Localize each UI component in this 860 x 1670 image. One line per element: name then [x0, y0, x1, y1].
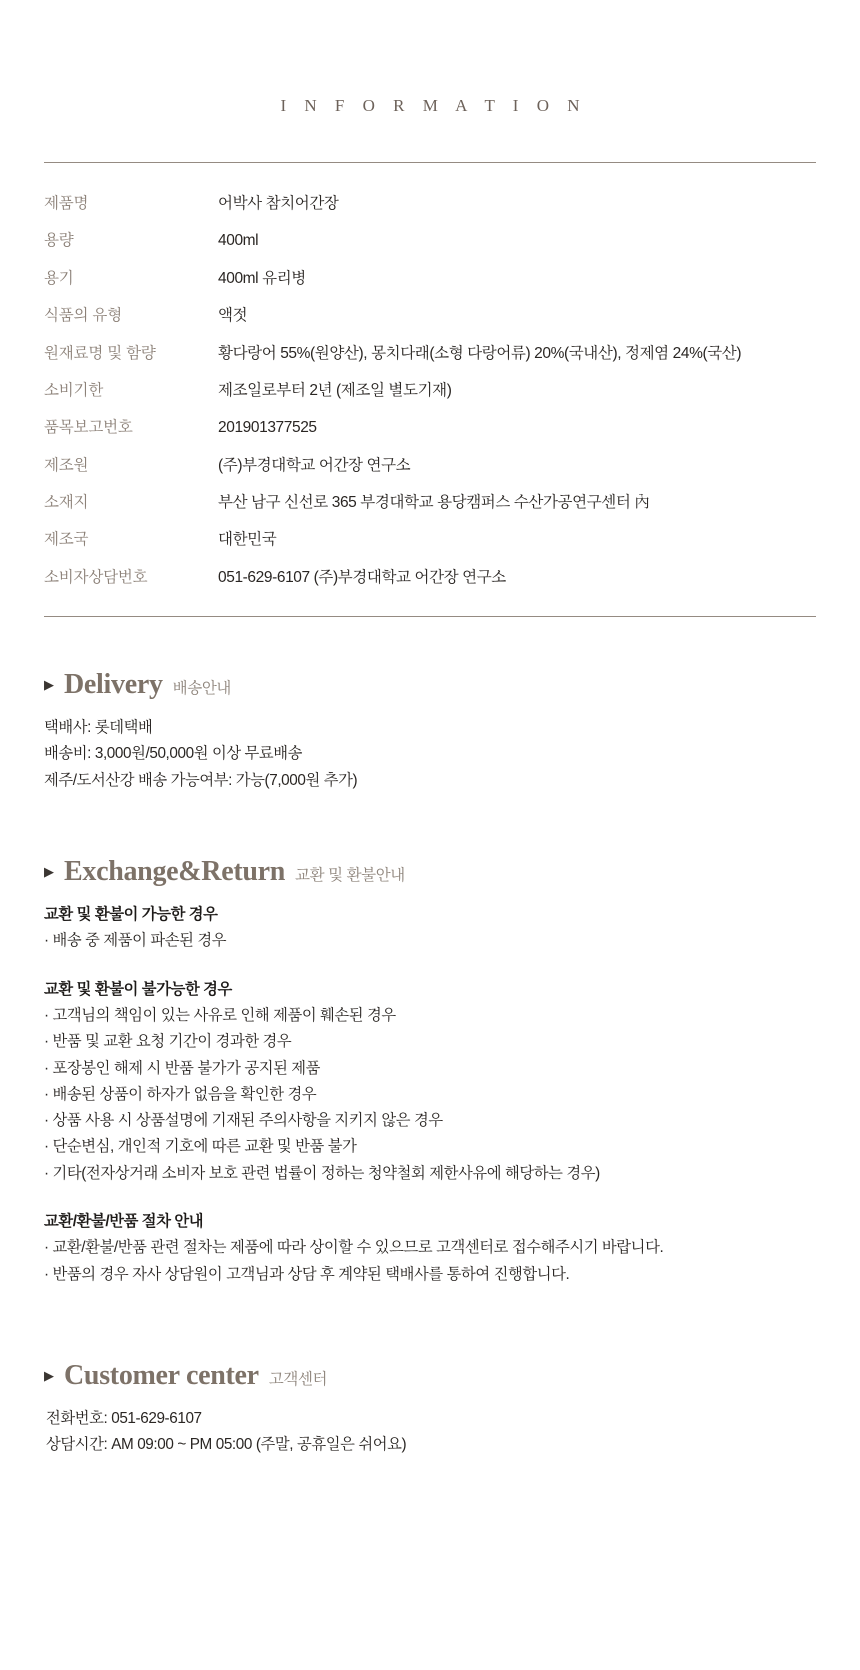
delivery-body — [44, 715, 816, 794]
spec-key: 소재지 — [44, 494, 89, 511]
list-item: · 배송 중 제품이 파손된 경우 — [44, 932, 227, 950]
divider-top — [44, 162, 816, 163]
spec-value: 400ml — [218, 232, 259, 250]
list-item: · 기타(전자상거래 소비자 보호 관련 법률이 정하는 청약철회 제한사유에 해당하는 경우) — [44, 1164, 600, 1182]
spec-value: (주)부경대학교 어간장 연구소 — [218, 456, 411, 474]
delivery-line: 배송비: 3,000원/50,000원 이상 무료배송 — [44, 745, 303, 763]
table-row — [44, 260, 816, 297]
delivery-heading — [44, 669, 816, 701]
spec-value: 액젓 — [218, 307, 248, 325]
exchange-impossible-heading: 교환 및 환불이 불가능한 경우 — [44, 980, 232, 998]
table-row — [44, 335, 816, 372]
table-row — [44, 484, 816, 521]
spec-value: 400ml 유리병 — [218, 269, 306, 287]
divider-bottom — [44, 616, 816, 617]
delivery-section — [44, 669, 816, 794]
spec-key: 제조원 — [44, 456, 89, 474]
list-item: · 반품 및 교환 요청 기간이 경과한 경우 — [44, 1033, 292, 1051]
triangle-right-icon: ▶ — [44, 1367, 54, 1383]
table-row — [44, 559, 816, 596]
exchange-title-en: Exchange&Return — [64, 856, 286, 888]
spec-key: 식품의 유형 — [44, 307, 122, 325]
table-row — [44, 297, 816, 334]
table-row — [44, 409, 816, 446]
customer-heading — [44, 1360, 816, 1392]
spec-value: 어박사 참치어간장 — [218, 195, 339, 212]
list-item: · 배송된 상품이 하자가 없음을 확인한 경우 — [44, 1085, 317, 1103]
delivery-line: 택배사: 롯데택배 — [44, 719, 153, 737]
spec-value: 제조일로부터 2년 (제조일 별도기재) — [218, 381, 452, 399]
delivery-title-en: Delivery — [64, 669, 163, 701]
spec-key: 제조국 — [44, 531, 89, 549]
list-item: · 단순변심, 개인적 기호에 따른 교환 및 반품 불가 — [44, 1138, 357, 1156]
table-row — [44, 521, 816, 558]
page-title: I N F O R M A T I O N — [280, 96, 587, 115]
customer-title-en: Customer center — [64, 1359, 259, 1391]
spec-key: 품목보고번호 — [44, 419, 133, 437]
product-spec-table — [44, 185, 816, 596]
exchange-impossible-list — [44, 1003, 816, 1187]
customer-title-kr: 고객센터 — [268, 1370, 328, 1388]
exchange-heading — [44, 856, 816, 888]
exchange-return-section — [44, 856, 816, 1288]
list-item: · 상품 사용 시 상품설명에 기재된 주의사항을 지키지 않은 경우 — [44, 1112, 443, 1130]
triangle-right-icon: ▶ — [44, 677, 54, 693]
exchange-process-list — [44, 1235, 816, 1288]
exchange-process-heading: 교환/환불/반품 절차 안내 — [44, 1212, 204, 1230]
triangle-right-icon: ▶ — [44, 864, 54, 880]
table-row — [44, 372, 816, 409]
spec-key: 원재료명 및 함량 — [44, 344, 156, 362]
spec-value: 051-629-6107 (주)부경대학교 어간장 연구소 — [218, 568, 506, 586]
spec-value: 201901377525 — [218, 419, 317, 437]
table-row — [44, 222, 816, 259]
delivery-title-kr: 배송안내 — [172, 680, 231, 698]
spec-key: 용량 — [44, 232, 74, 250]
table-row — [44, 185, 816, 222]
spec-value: 대한민국 — [218, 531, 277, 549]
spec-key: 용기 — [44, 269, 74, 287]
list-item: · 포장봉인 해제 시 반품 불가가 공지된 제품 — [44, 1059, 321, 1077]
spec-value: 황다랑어 55%(원양산), 몽치다래(소형 다랑어류) 20%(국내산), 정제염 24%(국산) — [218, 344, 742, 362]
list-item: · 교환/환불/반품 관련 절차는 제품에 따라 상이할 수 있으므로 고객센터로 접수해주시기 바랍니다. — [44, 1239, 664, 1257]
customer-center-section — [44, 1360, 816, 1529]
customer-hours: 상담시간: AM 09:00 ~ PM 05:00 (주말, 공휴일은 쉬어요) — [46, 1436, 407, 1454]
list-item: · 고객님의 책임이 있는 사유로 인해 제품이 훼손된 경우 — [44, 1006, 396, 1024]
exchange-title-kr: 교환 및 환불안내 — [295, 867, 405, 885]
table-row — [44, 447, 816, 484]
spec-key: 소비기한 — [44, 381, 104, 399]
spec-value: 부산 남구 신선로 365 부경대학교 용당캠퍼스 수산가공연구센터 內 — [218, 494, 650, 511]
list-item: · 반품의 경우 자사 상담원이 고객님과 상담 후 계약된 택배사를 통하여 진행합니다. — [44, 1265, 570, 1283]
exchange-possible-list — [44, 928, 816, 954]
spec-key: 제품명 — [44, 195, 89, 212]
spec-key: 소비자상담번호 — [44, 568, 148, 586]
customer-phone: 전화번호: 051-629-6107 — [46, 1409, 202, 1427]
exchange-possible-heading: 교환 및 환불이 가능한 경우 — [44, 906, 218, 924]
customer-body — [44, 1406, 816, 1459]
delivery-line: 제주/도서산강 배송 가능여부: 가능(7,000원 추가) — [44, 771, 358, 789]
